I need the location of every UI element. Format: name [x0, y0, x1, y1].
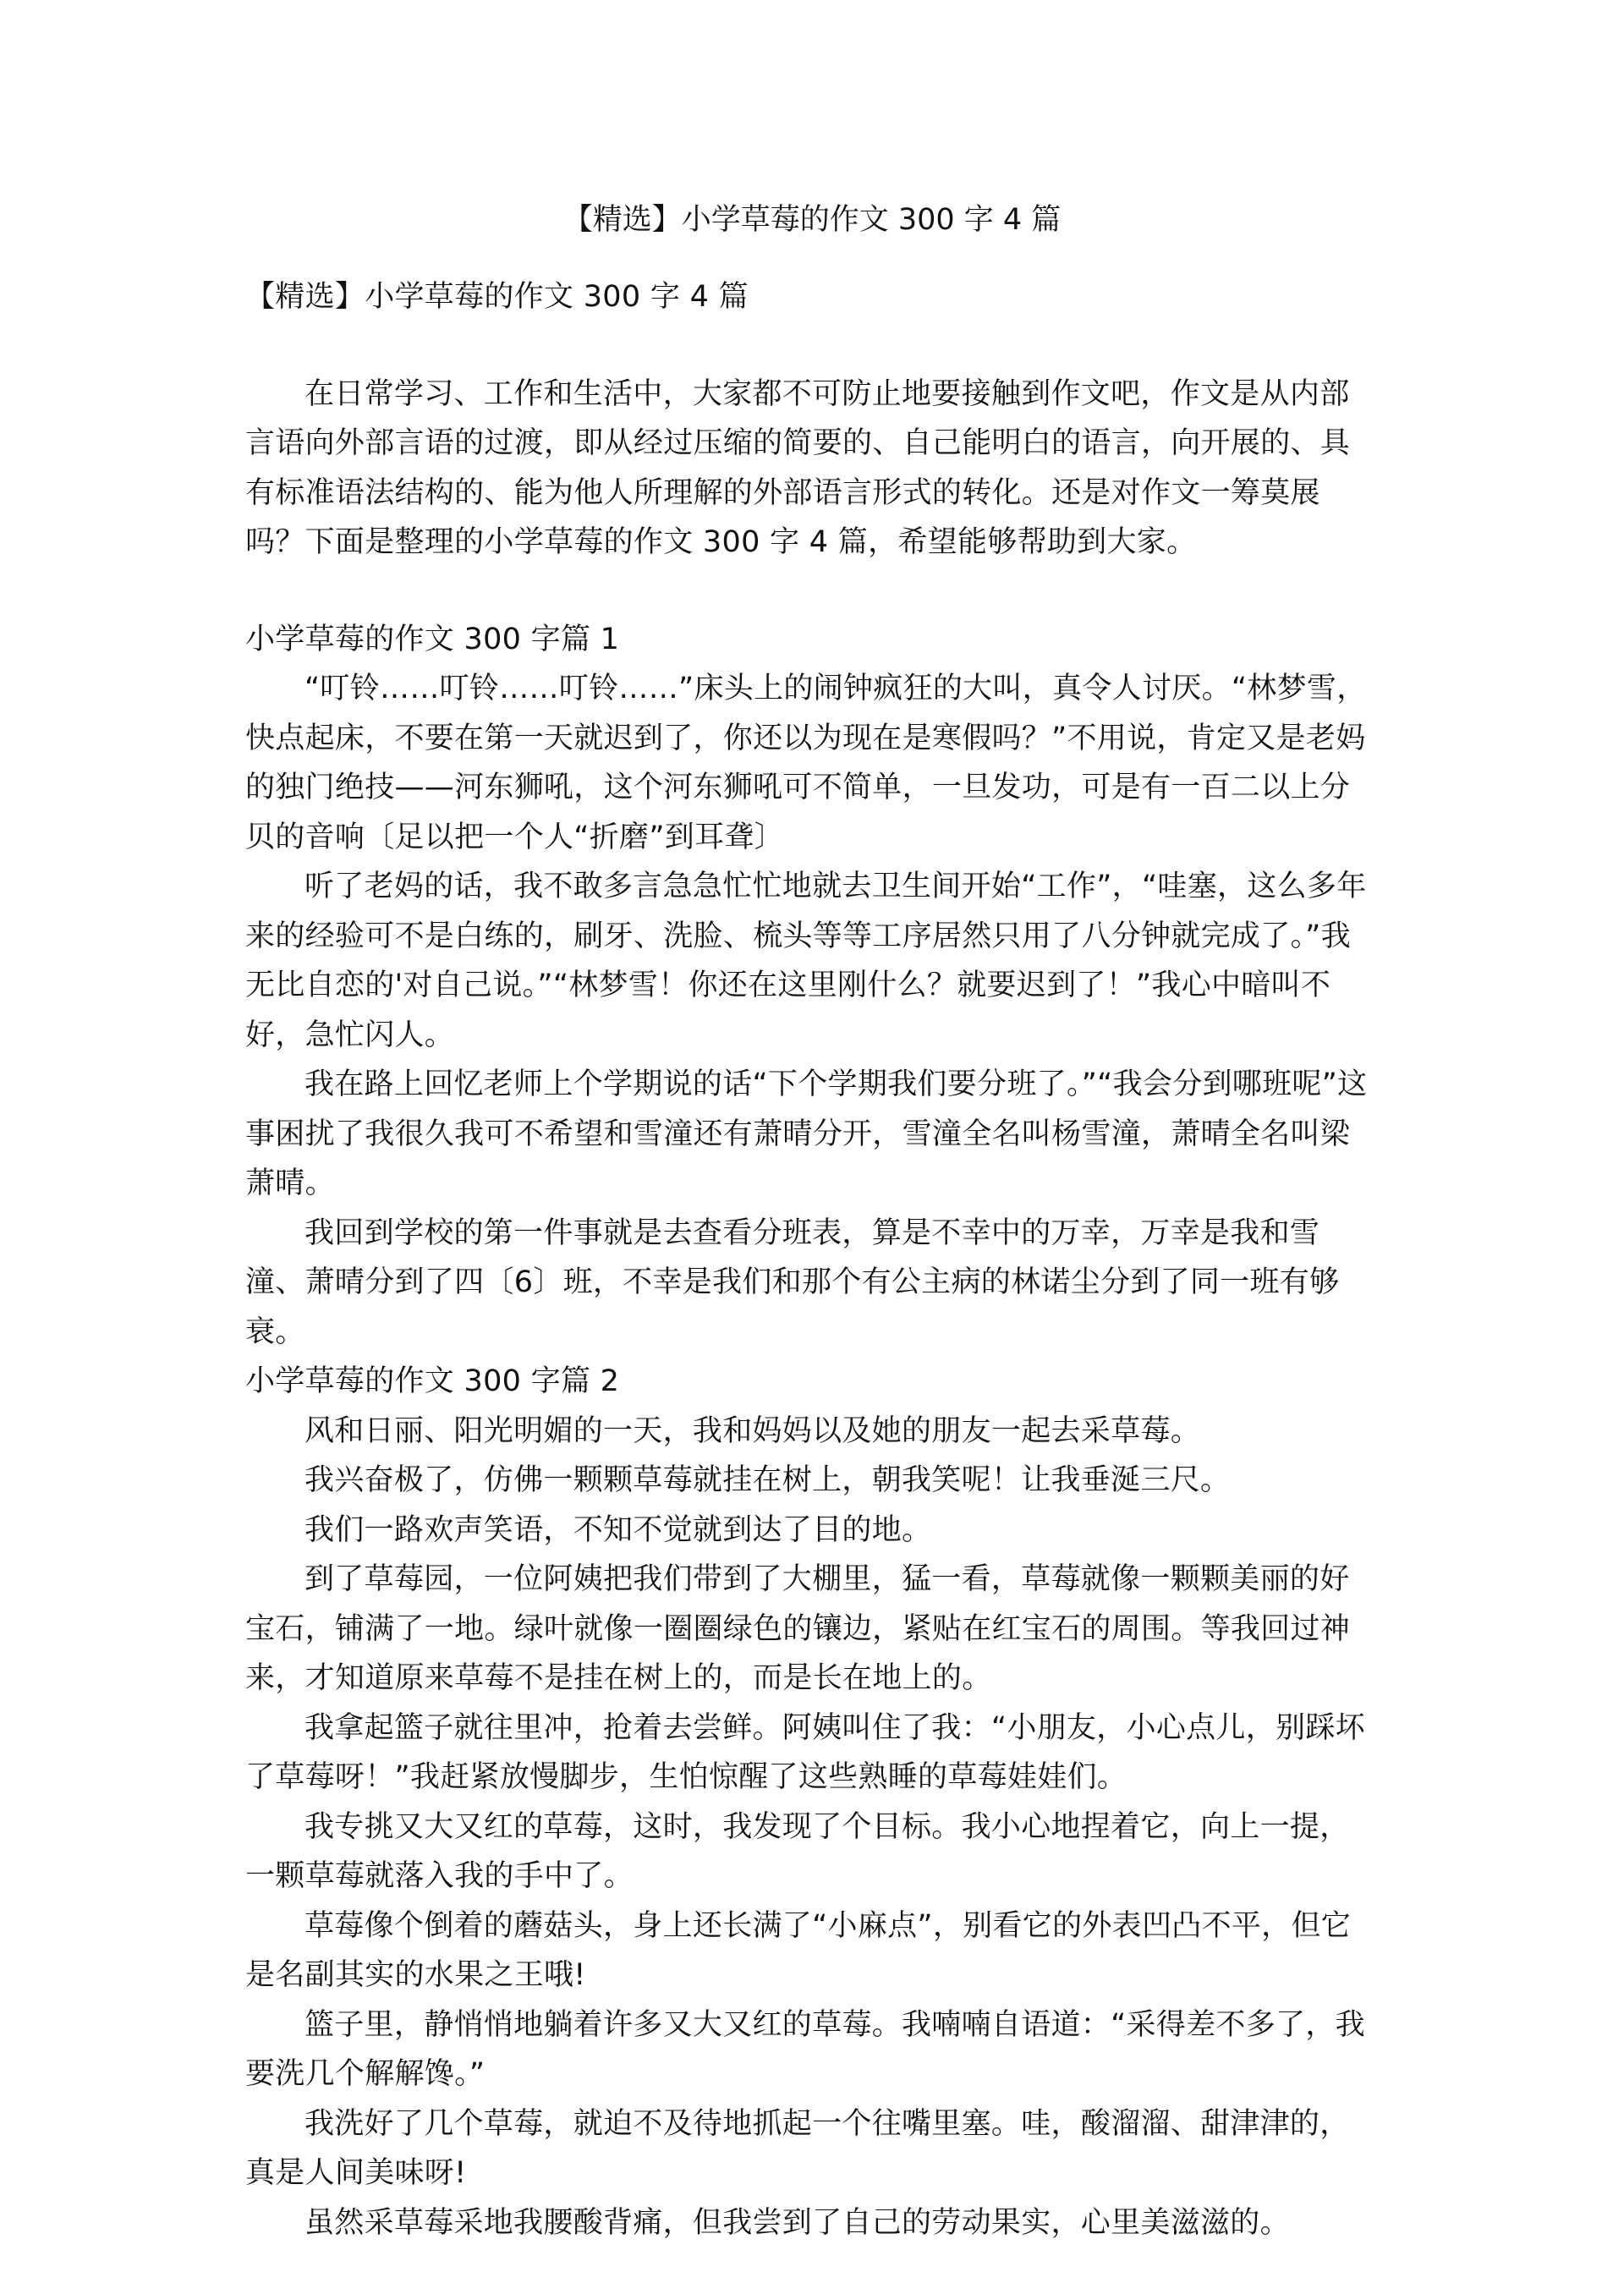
section-1-paragraph: 听了老妈的话，我不敢多言急急忙忙地就去卫生间开始“工作”，“哇塞，这么多年来的经验可不是白练的，刷牙、洗脸、梳头等等工序居然只用了八分钟就完成了。”我无比自恋的'对自己说。”“林梦雪！你还在这里刚什么？就要迟到了！”我心中暗叫不好，急忙闪人。: [245, 870, 1367, 1052]
section-2-paragraph: 草莓像个倒着的蘑菇头，身上还长满了“小麻点”，别看它的外表凹凸不平，但它是名副其实的水果之王哦!: [245, 1908, 1352, 1992]
document-title: 【精选】小学草莓的作文 300 字 4 篇: [562, 203, 1062, 237]
intro-paragraph: 在日常学习、工作和生活中，大家都不可防止地要接触到作文吧，作文是从内部言语向外部言语的过渡，即从经过压缩的简要的、自己能明白的语言，向开展的、具有标准语法结构的、能为他人所理解的外部语言形式的转化。还是对作文一筹莫展吗？下面是整理的小学草莓的作文 300 字 4 篇，希望能够帮助到大家。: [245, 376, 1351, 559]
section-2-paragraph: 风和日丽、阳光明媚的一天，我和妈妈以及她的朋友一起去采草莓。: [304, 1413, 1201, 1448]
document-subtitle: 【精选】小学草莓的作文 300 字 4 篇: [245, 280, 749, 314]
section-2-paragraph: 我们一路欢声笑语，不知不觉就到达了目的地。: [304, 1512, 932, 1547]
section-2-heading: 小学草莓的作文 300 字篇 2: [245, 1364, 620, 1398]
section-2-paragraph: 篮子里，静悄悄地躺着许多又大又红的草莓。我喃喃自语道：“采得差不多了，我要洗几个解解馋。”: [245, 2007, 1365, 2091]
section-2-paragraph: 我拿起篮子就往里冲，抢着去尝鲜。阿姨叫住了我：“小朋友，小心点儿，别踩坏了草莓呀！”我赶紧放慢脚步，生怕惊醒了这些熟睡的草莓娃娃们。: [245, 1710, 1365, 1794]
section-1-paragraph: “叮铃……叮铃……叮铃……”床头上的闹钟疯狂的大叫，真令人讨厌。“林梦雪，快点起床，不要在第一天就迟到了，你还以为现在是寒假吗？”不用说，肯定又是老妈的独门绝技——河东狮吼，这个河东狮吼可不简单，一旦发功，可是有一百二以上分贝的音响〔足以把一个人“折磨”到耳聋〕: [245, 672, 1367, 854]
section-1-heading: 小学草莓的作文 300 字篇 1: [245, 622, 620, 656]
section-2-paragraph: 到了草莓园，一位阿姨把我们带到了大棚里，猛一看，草莓就像一颗颗美丽的好宝石，铺满了一地。绿叶就像一圈圈绿色的镶边，紧贴在红宝石的周围。等我回过神来，才知道原来草莓不是挂在树上的，而是长在地上的。: [245, 1562, 1351, 1695]
section-1-paragraph: 我在路上回忆老师上个学期说的话“下个学期我们要分班了。”“我会分到哪班呢”这事困扰了我很久我可不希望和雪潼还有萧晴分开，雪潼全名叫杨雪潼，萧晴全名叫梁萧晴。: [245, 1067, 1368, 1200]
section-2-paragraph: 我兴奋极了，仿佛一颗颗草莓就挂在树上，朝我笑呢！让我垂涎三尺。: [304, 1463, 1231, 1497]
document-body: [245, 272, 1379, 2247]
section-2-paragraph: 我洗好了几个草莓，就迫不及待地抓起一个往嘴里塞。哇，酸溜溜、甜津津的，真是人间美味呀!: [245, 2106, 1350, 2190]
section-2-paragraph: 我专挑又大又红的草莓，这时，我发现了个目标。我小心地捏着它，向上一提，一颗草莓就落入我的手中了。: [245, 1809, 1350, 1893]
section-2-paragraph: 虽然采草莓采地我腰酸背痛，但我尝到了自己的劳动果实，心里美滋滋的。: [304, 2205, 1290, 2240]
section-1-paragraph: 我回到学校的第一件事就是去查看分班表，算是不幸中的万幸，万幸是我和雪潼、萧晴分到了四〔6〕班，不幸是我们和那个有公主病的林诺尘分到了同一班有够衰。: [245, 1216, 1340, 1349]
